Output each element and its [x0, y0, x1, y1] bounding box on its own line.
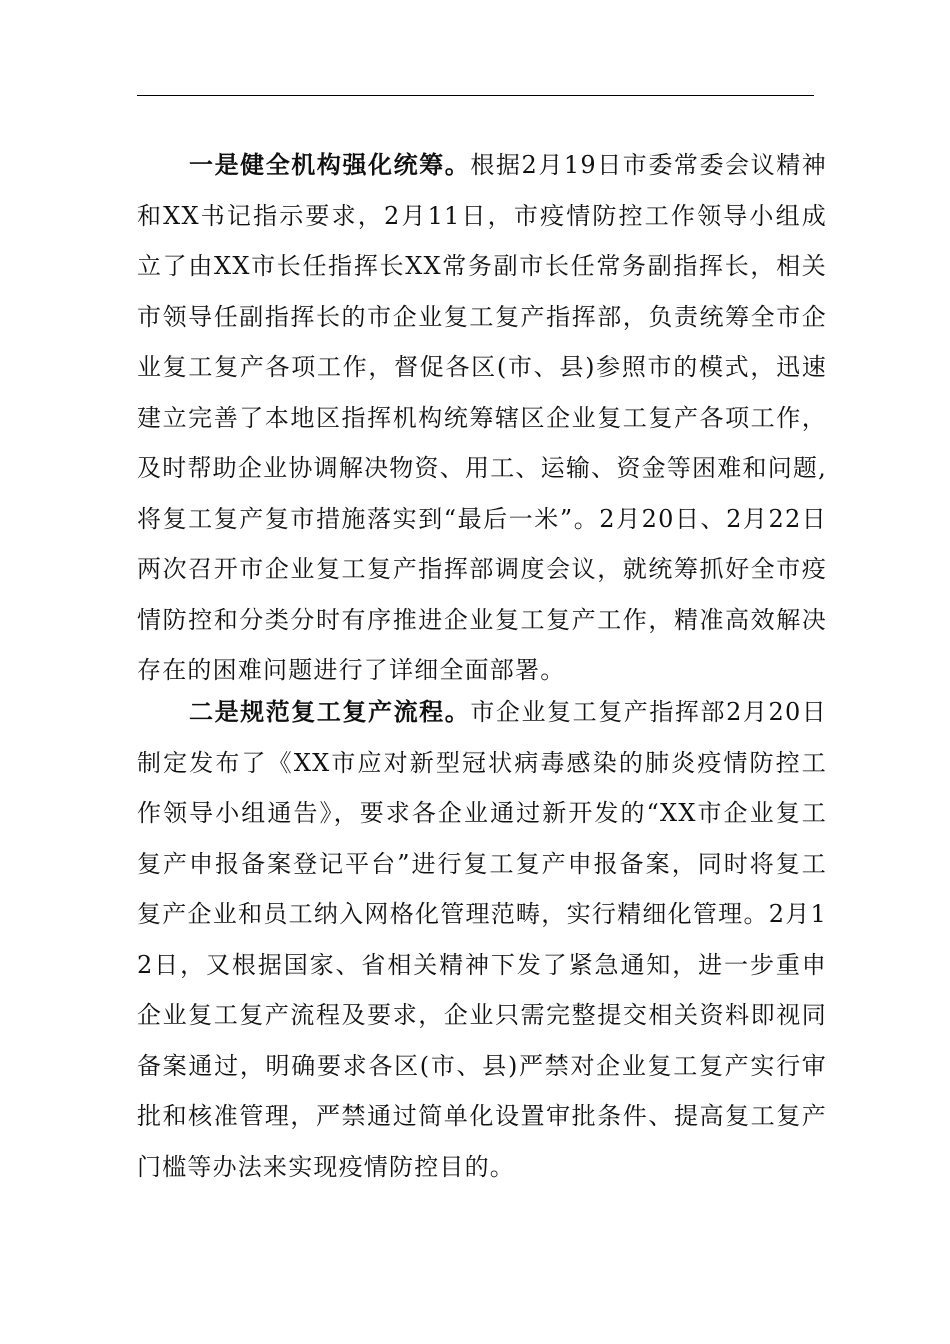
paragraph-1	[137, 140, 827, 696]
paragraph-2-lead: 二是规范复工复产流程。	[189, 698, 471, 726]
header-rule	[137, 95, 814, 96]
paragraph-1-body: 根据2月19日市委常委会议精神和XX书记指示要求，2月11日，市疫情防控工作领导小组成立了由XX市长任指挥长XX常务副市长任常务副指挥长，相关市领导任副指挥长的市企业复工复产指挥部，负责统筹全市企业复工复产各项工作，督促各区(市、县)参照市的模式，迅速建立完善了本地区指挥机构统筹辖区企业复工复产各项工作，及时帮助企业协调解决物资、用工、运输、资金等困难和问题,将复工复产复市措施落实到“最后一米”。2月20日、2月22日两次召开市企业复工复产指挥部调度会议，就统筹抓好全市疫情防控和分类分时有序推进企业复工复产工作，精准高效解决存在的困难问题进行了详细全面部署。	[137, 151, 828, 684]
paragraph-1-lead: 一是健全机构强化统筹。	[189, 151, 471, 179]
paragraph-2-body: 市企业复工复产指挥部2月20日制定发布了《XX市应对新型冠状病毒感染的肺炎疫情防控工作领导小组通告》，要求各企业通过新开发的“XX市企业复工复产申报备案登记平台”进行复工复产申报备案，同时将复工复产企业和员工纳入网格化管理范畴，实行精细化管理。2月12日，又根据国家、省相关精神下发了紧急通知，进一步重申企业复工复产流程及要求，企业只需完整提交相关资料即视同备案通过，明确要求各区(市、县)严禁对企业复工复产实行审批和核准管理，严禁通过简单化设置审批条件、提高复工复产门槛等办法来实现疫情防控目的。	[137, 698, 828, 1181]
paragraph-2	[137, 687, 827, 1192]
